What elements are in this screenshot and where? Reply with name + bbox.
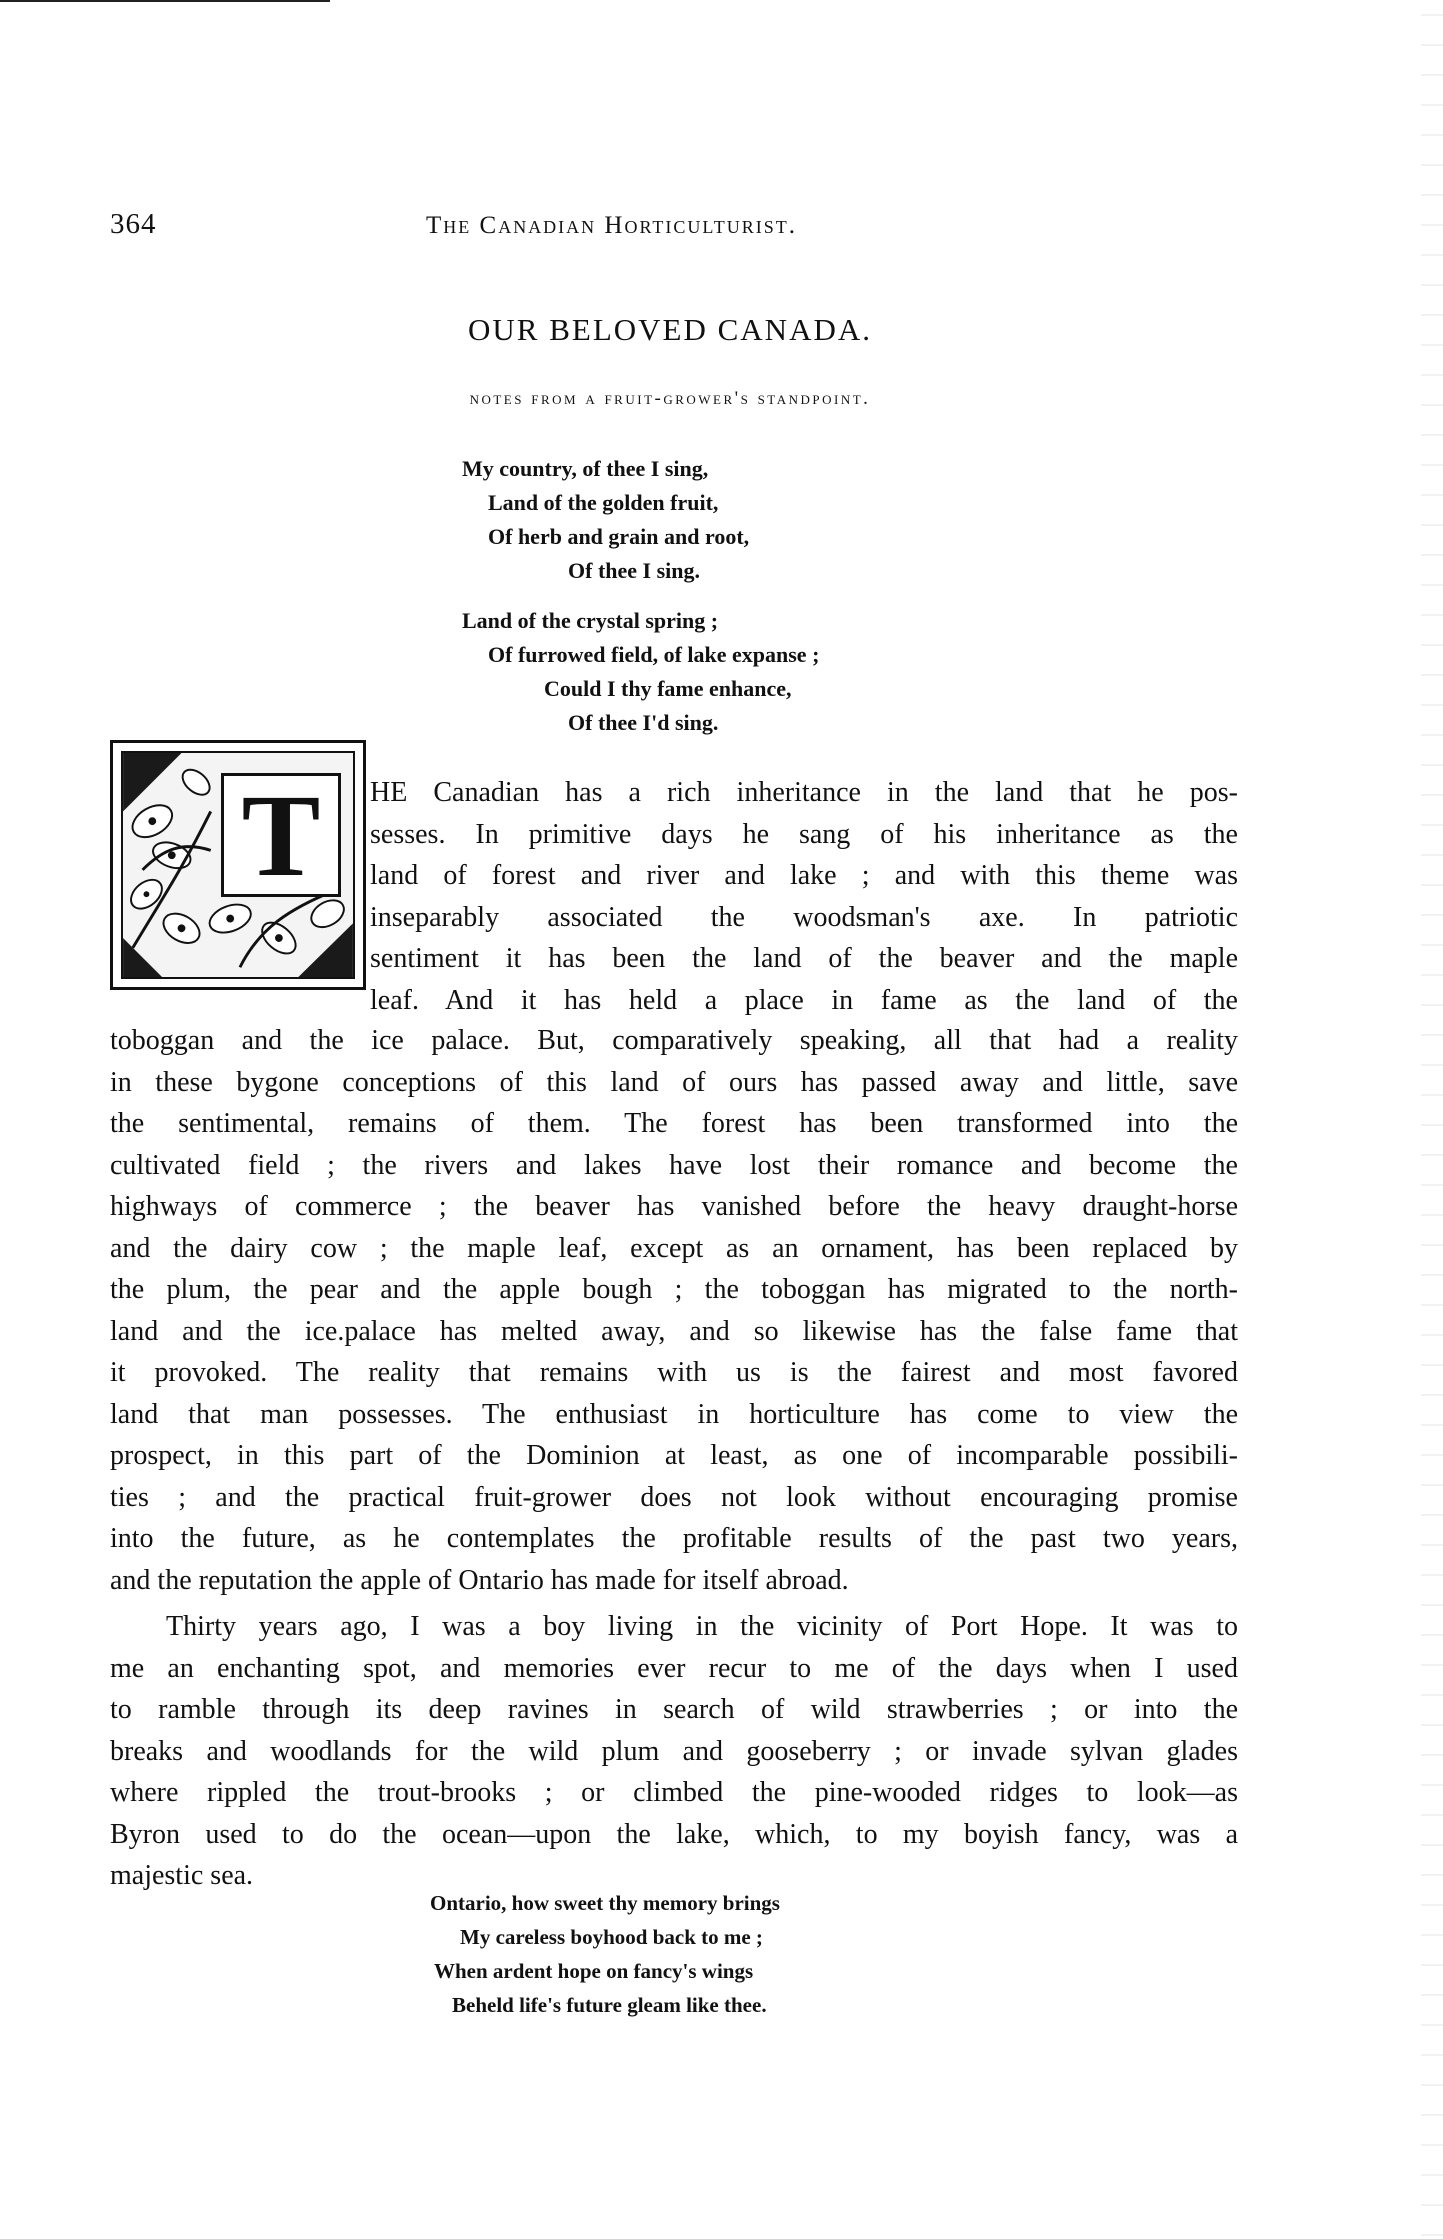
text-line: Byron used to do the ocean—upon the lake, which, to my boyish fancy, was a <box>110 1818 1238 1850</box>
verse-line: Of herb and grain and root, <box>488 524 750 549</box>
decorated-initial <box>110 740 366 990</box>
verse-line: Beheld life's future gleam like thee. <box>452 1993 767 2017</box>
text-line: where rippled the trout-brooks ; or climbed the pine-wooded ridges to look—as <box>110 1777 1238 1808</box>
text-line: Thirty years ago, I was a boy living in the vicinity of Port Hope. It was to <box>166 1611 1238 1642</box>
paragraph-1-opening <box>370 772 1238 1021</box>
paragraph-1-body <box>110 1020 1238 1601</box>
text-line: toboggan and the ice palace. But, comparatively speaking, all that had a reality <box>110 1025 1238 1056</box>
top-rule <box>0 0 330 2</box>
verse-line: Of thee I sing. <box>568 558 700 583</box>
paragraph-2 <box>110 1606 1238 1897</box>
text-line: breaks and woodlands for the wild plum and gooseberry ; or invade sylvan glades <box>110 1735 1238 1767</box>
text-line: in these bygone conceptions of this land of ours has passed away and little, save <box>110 1066 1238 1098</box>
text-line: me an enchanting spot, and memories ever recur to me of the days when I used <box>110 1652 1238 1684</box>
journal-title: The Canadian Horticulturist. <box>426 212 797 239</box>
running-header <box>0 208 1443 248</box>
page-number: 364 <box>110 208 157 240</box>
initial-ornament <box>121 751 355 979</box>
text-line: and the reputation the apple of Ontario has made for itself abroad. <box>110 1564 849 1596</box>
verse-line: My careless boyhood back to me ; <box>460 1925 763 1949</box>
text-line: to ramble through its deep ravines in search of wild strawberries ; or into the <box>110 1694 1238 1725</box>
text-line: highways of commerce ; the beaver has vanished before the heavy draught-horse <box>110 1191 1238 1222</box>
text-line: the sentimental, remains of them. The forest has been transformed into the <box>110 1108 1238 1139</box>
text-line: prospect, in this part of the Dominion at least, as one of incomparable possibili- <box>110 1440 1238 1471</box>
text-line: sesses. In primitive days he sang of his inheritance as the <box>370 818 1238 850</box>
text-line: land and the ice.palace has melted away, and so likewise has the false fame that <box>110 1315 1238 1347</box>
text-line: into the future, as he contemplates the profitable results of the past two years, <box>110 1523 1238 1554</box>
verse-line: Land of the crystal spring ; <box>462 608 719 633</box>
text-line: and the dairy cow ; the maple leaf, except as an ornament, has been replaced by <box>110 1232 1238 1264</box>
text-line: cultivated field ; the rivers and lakes have lost their romance and become the <box>110 1149 1238 1181</box>
text-line: HE Canadian has a rich inheritance in the land that he pos- <box>370 777 1238 808</box>
text-line: sentiment it has been the land of the beaver and the maple <box>370 943 1238 974</box>
article-title: OUR BELOVED CANADA. <box>468 312 872 347</box>
closing-verse <box>430 1886 780 2022</box>
text-line: ties ; and the practical fruit-grower does not look without encouraging promise <box>110 1481 1238 1513</box>
text-line: land that man possesses. The enthusiast in horticulture has come to view the <box>110 1398 1238 1430</box>
verse-line: When ardent hope on fancy's wings <box>434 1959 754 1983</box>
initial-letter: T <box>221 773 341 897</box>
verse-line: Of furrowed field, of lake expanse ; <box>488 642 820 667</box>
text-line: land of forest and river and lake ; and with this theme was <box>370 860 1238 891</box>
verse-line: My country, of thee I sing, <box>462 456 709 481</box>
article-subtitle: notes from a fruit-grower's standpoint. <box>469 388 871 409</box>
text-line: the plum, the pear and the apple bough ; the toboggan has migrated to the north- <box>110 1274 1238 1305</box>
text-line: leaf. And it has held a place in fame as the land of the <box>370 984 1238 1016</box>
verse-line: Of thee I'd sing. <box>568 710 719 735</box>
verse-line: Land of the golden fruit, <box>488 490 719 515</box>
verse-line: Could I thy fame enhance, <box>544 676 792 701</box>
verse-line: Ontario, how sweet thy memory brings <box>430 1891 780 1915</box>
text-line: it provoked. The reality that remains with us is the fairest and most favored <box>110 1357 1238 1388</box>
text-line: majestic sea. <box>110 1860 254 1891</box>
text-line: inseparably associated the woodsman's axe. In patriotic <box>370 901 1238 933</box>
opening-verse-1 <box>462 452 749 588</box>
opening-verse-2 <box>462 604 819 740</box>
page-edge-shadow <box>1421 0 1443 2239</box>
